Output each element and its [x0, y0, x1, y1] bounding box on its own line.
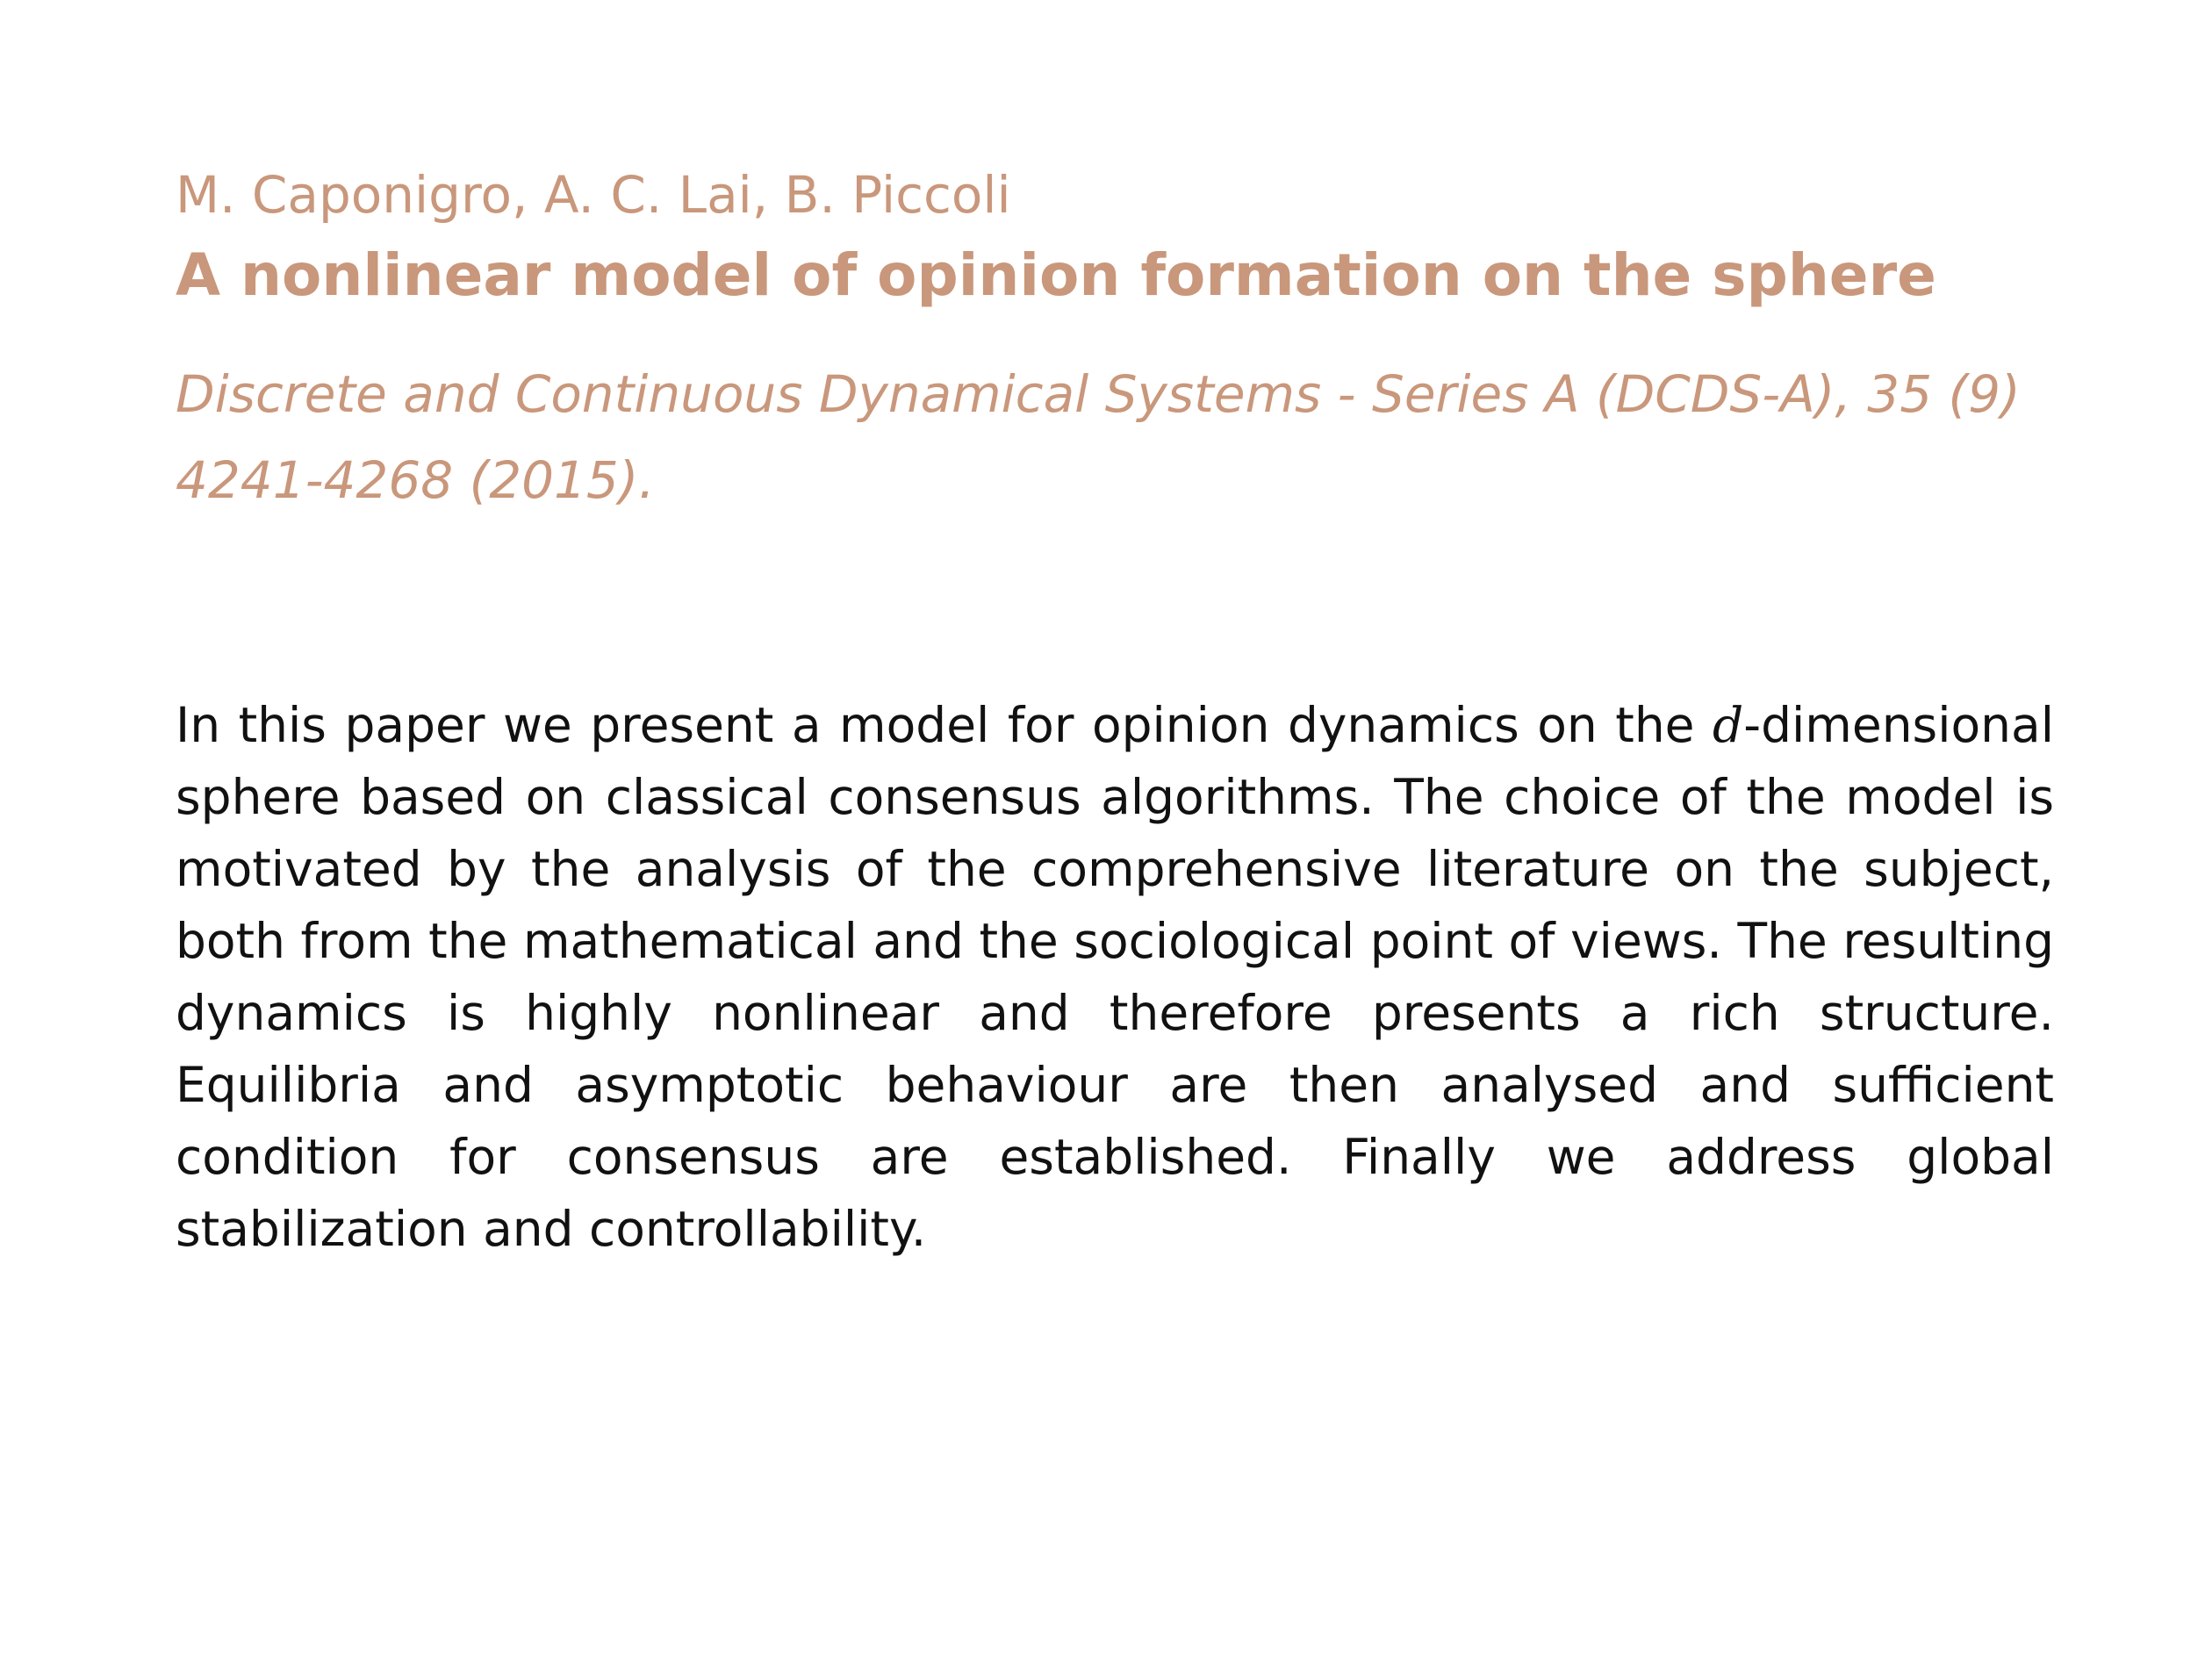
paper-title: A nonlinear model of opinion formation on the sphere: [176, 241, 1936, 309]
abstract: [176, 689, 2054, 1265]
abstract-text-start: In this paper we present a model for opinion dynamics on the: [176, 697, 1713, 753]
paper-header: [176, 158, 2063, 320]
math-variable-d: d: [1713, 697, 1744, 753]
authors: M. Caponigro, A. C. Lai, B. Piccoli: [176, 165, 1011, 225]
abstract-text-rest: -dimensional sphere based on classical consensus algorithms. The choice of the model is motivated by the analysis of the comprehensive literature on the subject, both from the mathematical and the sociological point of views. The resulting dynamics is highly nonlinear and therefore presents a rich structure. Equilibria and asymptotic behaviour are then analysed and sufficient condition for consensus are established. Finally we address global stabilization and controllability.: [176, 697, 2054, 1257]
journal-citation: Discrete and Continuous Dynamical Systems - Series A (DCDS-A), 35 (9) 4241-4268 (2015).: [176, 364, 2021, 510]
